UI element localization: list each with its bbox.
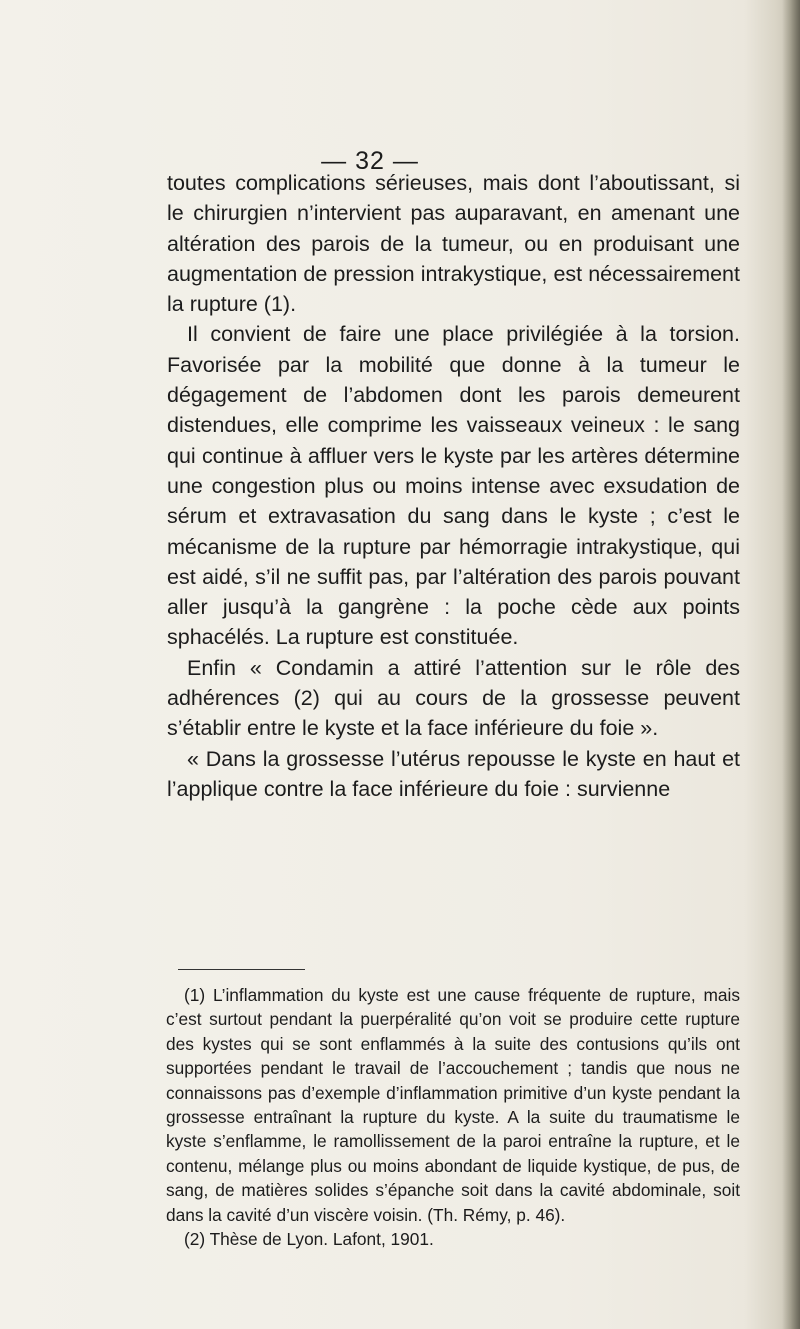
paragraph-4: « Dans la grossesse l’utérus repousse le kyste en haut et l’applique contre la face inférieure du foie : survienne: [167, 746, 740, 801]
page-gutter-shadow: [782, 0, 800, 1329]
footnotes: [166, 983, 740, 1251]
footnote-2: (2) Thèse de Lyon. Lafont, 1901.: [184, 1229, 434, 1250]
paragraph-2: Il convient de faire une place privilégiée à la torsion. Favorisée par la mobilité que donne à la tumeur le dégagement de l’abdomen dont les parois demeurent distendues, elle comprime les vaisseaux veineux : le sang qui continue à affluer vers le kyste par les artères détermine une congestion plus ou moins intense avec exsudation de sérum et extravasation du sang dans le kyste ; c’est le mécanisme de la rupture par hémorragie intrakystique, qui est aidé, s’il ne suffit pas, par l’altération des parois pouvant aller jusqu’à la gangrène : la poche cède aux points sphacélés. La rupture est constituée.: [167, 322, 740, 650]
paragraph-1: toutes complications sérieuses, mais dont l’aboutissant, si le chirurgien n’intervient pas auparavant, en amenant une altération des parois de la tumeur, ou en produisant une augmentation de pression intrakystique, est nécessairement la rupture (1).: [167, 171, 740, 317]
paragraph-3: Enfin « Condamin a attiré l’attention sur le rôle des adhérences (2) qui au cours de la grossesse peuvent s’établir entre le kyste et la face inférieure du foie ».: [167, 655, 740, 741]
footnote-separator: [178, 969, 305, 970]
footnote-1: (1) L’inflammation du kyste est une cause fréquente de rupture, mais c’est surtout pendant la puerpéralité qu’on voit se produire cette rupture des kystes qui se sont enflammés à la suite des contusions qu’ils ont supportées pendant le travail de l’accouchement ; tandis que nous ne connaissons pas d’exemple d’inflammation primitive d’un kyste pendant la grossesse entraînant la rupture du kyste. A la suite du traumatisme le kyste s’enflamme, le ramollissement de la paroi entraîne la rupture, et le contenu, mélange plus ou moins abondant de liquide kystique, de pus, de sang, de matières solides s’épanche soit dans la cavité abdominale, soit dans la cavité d’un viscère voisin. (Th. Rémy, p. 46).: [166, 985, 740, 1225]
main-text: [167, 168, 740, 804]
page-number: — 32 —: [321, 147, 419, 175]
